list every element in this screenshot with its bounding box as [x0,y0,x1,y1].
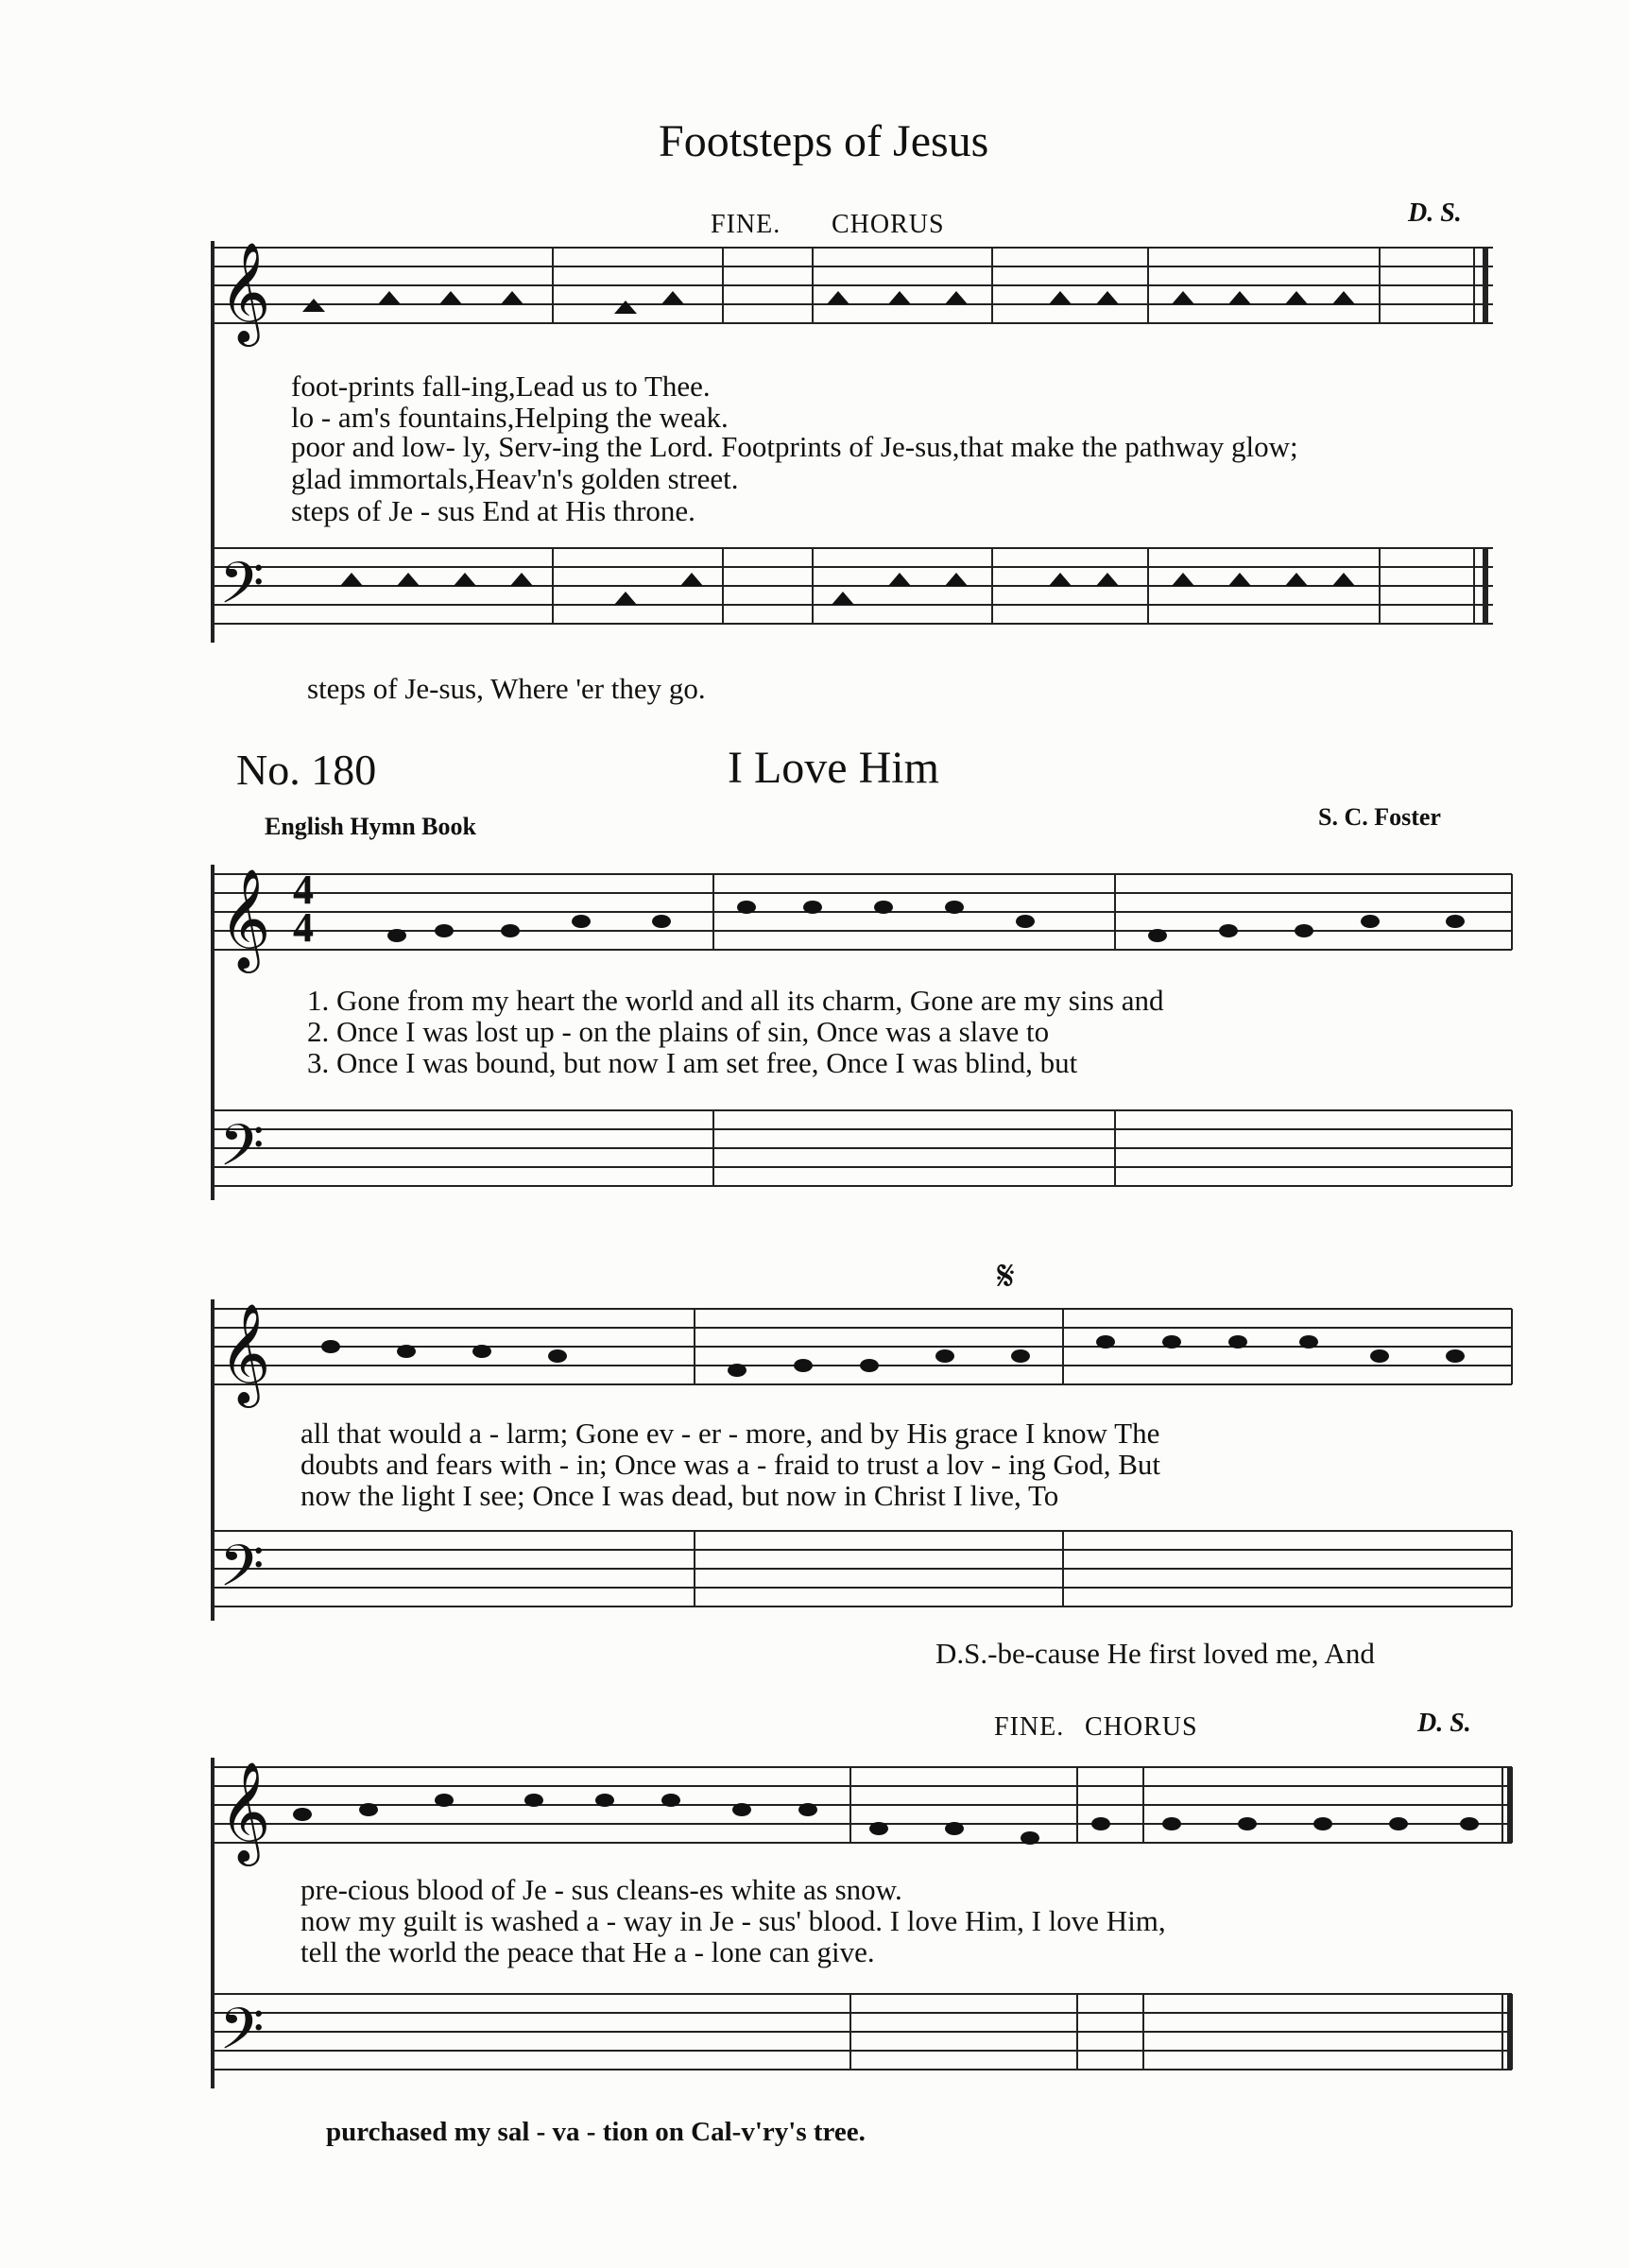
hymn-1-lyric-line: glad immortals,Heav'n's golden street. [291,462,739,495]
hymn-1-lyric-line: lo - am's fountains,Helping the weak. [291,401,729,434]
svg-text:𝄞: 𝄞 [219,1761,271,1862]
svg-text:𝄞: 𝄞 [219,241,271,342]
verse-line: 2. Once I was lost up - on the plains of sin, Once was a slave to [307,1015,1050,1048]
verse-line: all that would a - larm; Gone ev - er - more, and by His grace I know The [300,1417,1160,1450]
hymn-2-title: I Love Him [728,743,939,793]
svg-text:𝄢: 𝄢 [219,550,265,631]
hymn-2-bass-lyric: purchased my sal - va - tion on Cal-v'ry's tree. [326,2117,866,2147]
hymn-2-number: No. 180 [236,746,377,794]
hymn-2-ds-marking: D. S. [1417,1709,1471,1738]
verse-line: pre-cious blood of Je - sus cleans-es white as snow. [300,1873,902,1906]
hymn-2-composer: S. C. Foster [1318,803,1441,831]
verse-line: now the light I see; Once I was dead, but now in Christ I live, To [300,1479,1059,1512]
svg-text:𝄢: 𝄢 [219,1996,265,2077]
ds-lyric-line [935,1638,1375,1669]
hymn-1-ds-marking: D. S. [1408,198,1462,228]
verse-line: tell the world the peace that He a - lone can give. [300,1935,875,1968]
time-signature-bottom: 4 [293,904,314,951]
hymn-2-chorus-marking: CHORUS [1085,1712,1198,1742]
hymn-1-lyric-line: steps of Je - sus End at His throne. [291,494,695,527]
hymn-1-bass-lyric: steps of Je-sus, Where 'er they go. [307,672,706,705]
hymn-1-title: Footsteps of Jesus [659,116,989,166]
hymn-2-source: English Hymn Book [265,813,476,840]
svg-text:𝄢: 𝄢 [219,1533,265,1614]
hymn-1-chorus-marking: CHORUS [832,210,945,239]
hymn-1-lyric-line: foot-prints fall-ing,Lead us to Thee. [291,369,711,403]
verse-line: now my guilt is washed a - way in Je - sus' blood. I love Him, I love Him, [300,1904,1166,1937]
time-signature [293,867,314,951]
verse-line: doubts and fears with - in; Once was a - fraid to trust a lov - ing God, But [300,1448,1161,1481]
hymn-1-fine-marking: FINE. [711,210,781,239]
svg-text:𝄞: 𝄞 [219,868,271,969]
svg-text:𝄢: 𝄢 [219,1112,265,1194]
svg-text:𝄞: 𝄞 [219,1302,271,1403]
ds-lyric-text: D.S.-be-cause He first loved me, And [935,1637,1375,1670]
hymn-1-lyric-line: poor and low- ly, Serv-ing the Lord. Footprints of Je-sus,that make the pathway glow; [291,430,1298,463]
time-signature-top: 4 [293,867,314,913]
verse-line: 3. Once I was bound, but now I am set free, Once I was blind, but [307,1046,1078,1079]
hymn-2-fine-marking: FINE. [994,1712,1065,1742]
segno-symbol: 𝄋 [997,1253,1015,1299]
verse-line: 1. Gone from my heart the world and all its charm, Gone are my sins and [307,984,1164,1017]
